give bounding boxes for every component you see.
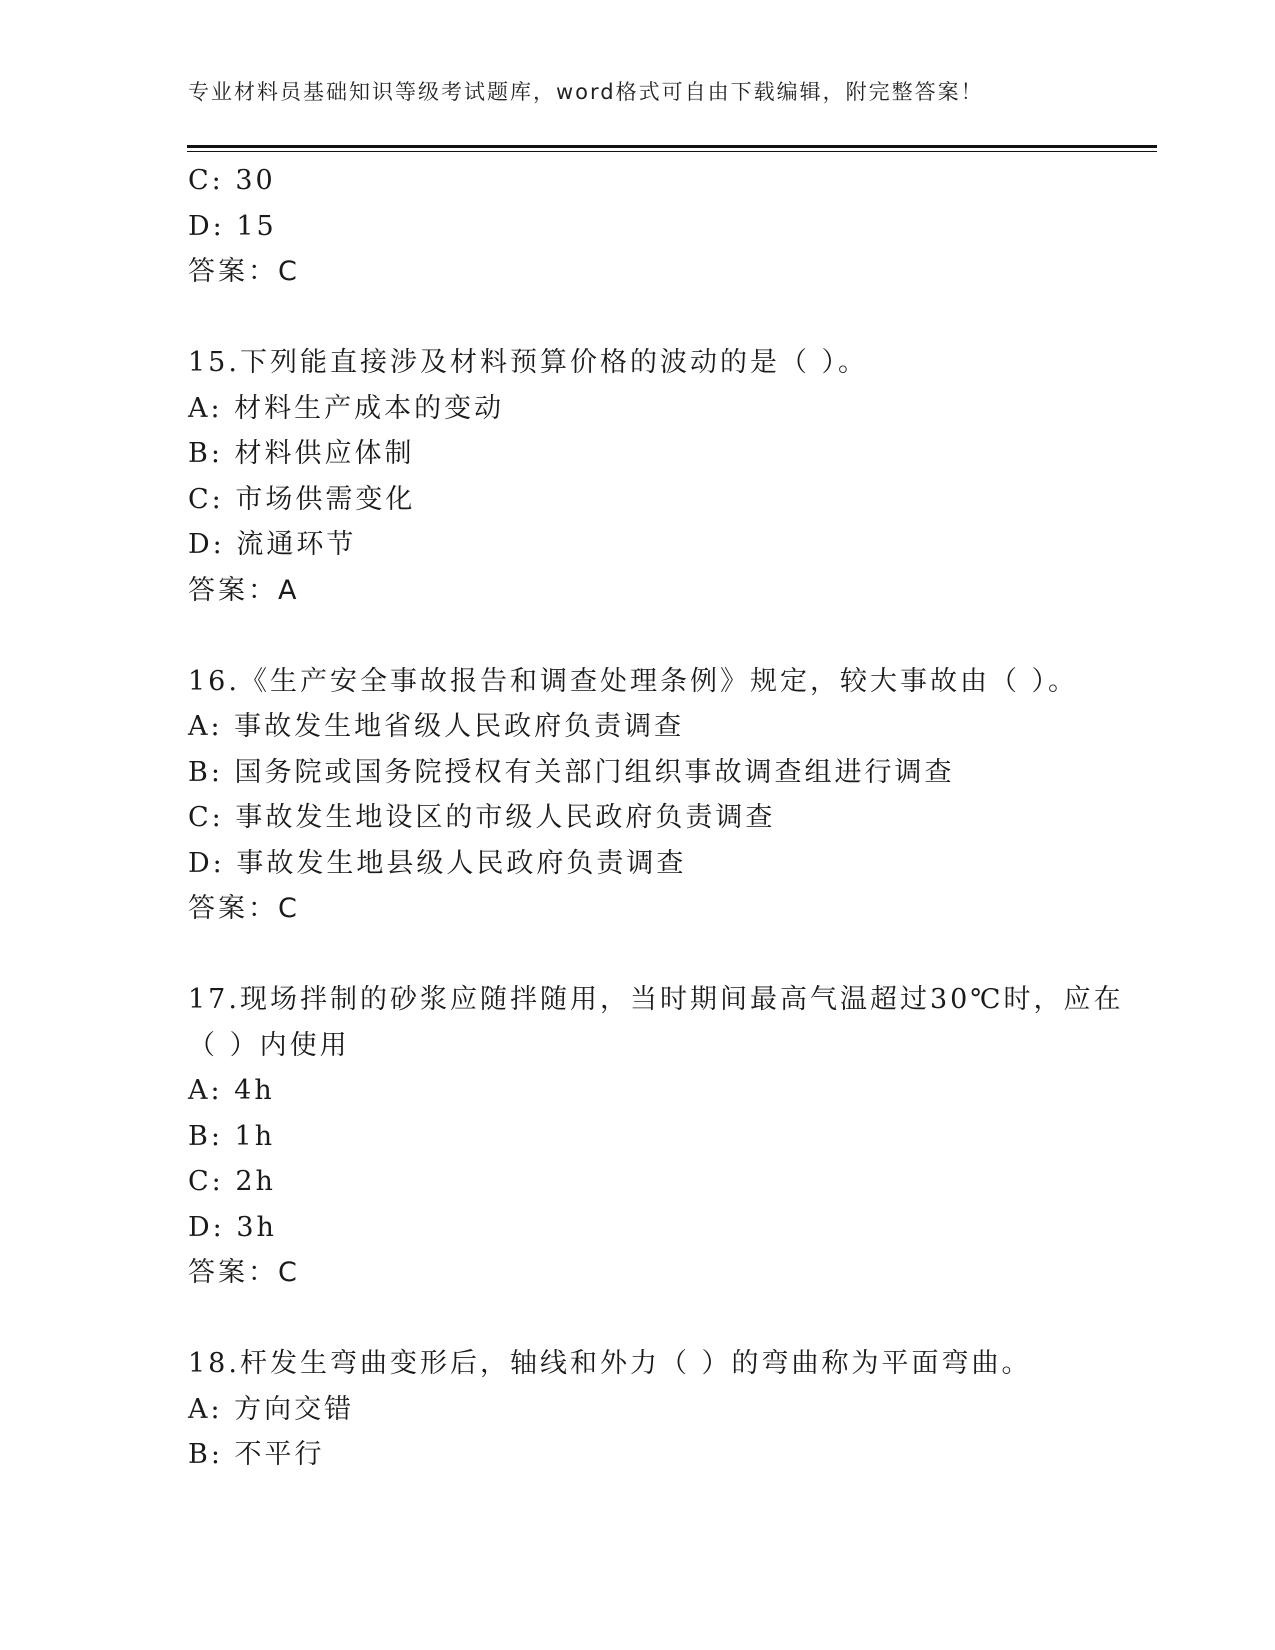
question-stem-line-1: 17.现场拌制的砂浆应随拌随用，当时期间最高气温超过30℃时，应在 [188,984,1124,1015]
answer-line: 答案：C [188,1257,300,1288]
header-rule-thin [187,151,1157,152]
question-stem: 15.下列能直接涉及材料预算价格的波动的是（ ）。 [188,347,869,378]
option-d: D: 15 [188,210,277,242]
option-c: C: 事故发生地设区的市级人民政府负责调查 [188,802,776,833]
option-c: C: 30 [188,165,276,196]
option-a: A: 方向交错 [188,1393,355,1425]
option-d: D: 3h [188,1211,277,1243]
question-18 [188,1341,1088,1478]
option-b: B: 材料供应体制 [188,438,415,469]
question-17 [188,977,1124,1296]
page-header: 专业材料员基础知识等级考试题库，word格式可自由下载编辑，附完整答案！ [188,80,984,104]
option-c: C: 2h [188,1166,276,1197]
option-a: A: 材料生产成本的变动 [188,392,505,424]
option-a: A: 4h [188,1075,275,1106]
answer-line: 答案：C [188,893,300,924]
option-b: B: 不平行 [188,1439,325,1470]
question-stem: 18.杆发生弯曲变形后，轴线和外力（ ）的弯曲称为平面弯曲。 [188,1348,1032,1379]
option-b: B: 1h [188,1120,276,1152]
answer-line: 答案：A [188,574,300,606]
document-body [188,158,1124,1478]
option-d: D: 事故发生地县级人民政府负责调查 [188,847,687,879]
option-a: A: 事故发生地省级人民政府负责调查 [188,711,685,742]
question-16 [188,659,1088,932]
question-stem: 16.《生产安全事故报告和调查处理条例》规定，较大事故由（ ）。 [188,665,1079,697]
question-stem-line-2: （ ）内使用 [188,1029,350,1061]
option-b: B: 国务院或国务院授权有关部门组织事故调查组进行调查 [188,756,955,788]
option-c: C: 市场供需变化 [188,483,416,515]
header-rule-thick [187,145,1157,148]
option-d: D: 流通环节 [188,529,357,560]
question-15 [188,340,1088,613]
answer-line: 答案：C [188,256,300,287]
